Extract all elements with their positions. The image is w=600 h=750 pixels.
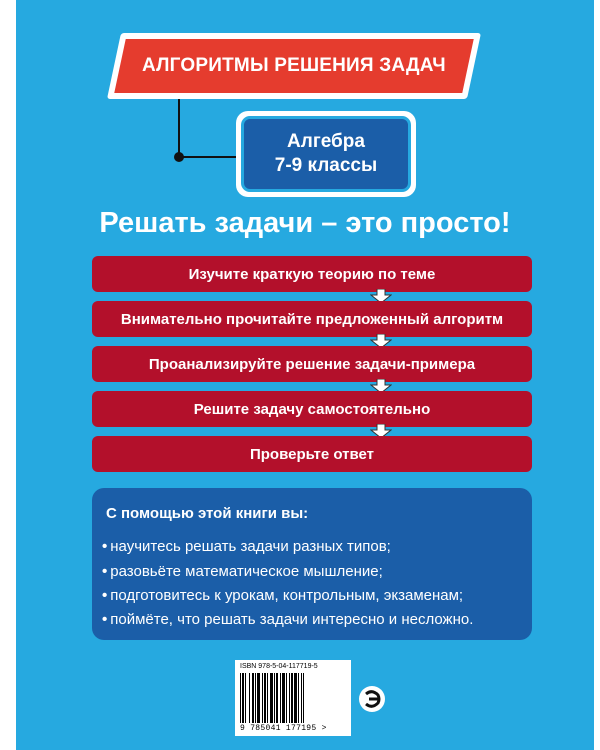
step-5: Проверьте ответ xyxy=(92,436,532,472)
subject-box xyxy=(236,111,416,197)
benefits-panel xyxy=(92,488,532,640)
bullet-icon: • xyxy=(102,538,108,555)
benefit-item: • подготовитесь к урокам, контрольным, экзаменам; xyxy=(102,587,464,604)
bullet-icon: • xyxy=(102,611,108,628)
step-4: Решите задачу самостоятельно xyxy=(92,391,532,427)
step-2: Внимательно прочитайте предложенный алгоритм xyxy=(92,301,532,337)
headline: Решать задачи – это просто! xyxy=(99,207,511,239)
bullet-icon: • xyxy=(102,563,108,580)
benefit-item: • поймёте, что решать задачи интересно и несложно. xyxy=(102,611,474,628)
benefit-item: • научитесь решать задачи разных типов; xyxy=(102,538,391,555)
series-title: АЛГОРИТМЫ РЕШЕНИЯ ЗАДАЧ xyxy=(142,55,446,76)
back-cover xyxy=(16,0,594,750)
subject-title: Алгебра xyxy=(287,131,365,152)
isbn-text: ISBN 978-5-04-117719-5 xyxy=(240,663,318,670)
benefits-title: С помощью этой книги вы: xyxy=(106,505,309,522)
step-1: Изучите краткую теорию по теме xyxy=(92,256,532,292)
barcode xyxy=(235,660,351,736)
bullet-icon: • xyxy=(102,587,108,604)
grade-range: 7-9 классы xyxy=(274,155,378,176)
barcode-bars xyxy=(240,673,346,723)
barcode-digits: 9 785041 177195 > xyxy=(240,724,327,733)
benefit-item: • разовьёте математическое мышление; xyxy=(102,563,383,580)
step-3: Проанализируйте решение задачи-примера xyxy=(92,346,532,382)
eksmo-logo-icon xyxy=(358,685,386,713)
